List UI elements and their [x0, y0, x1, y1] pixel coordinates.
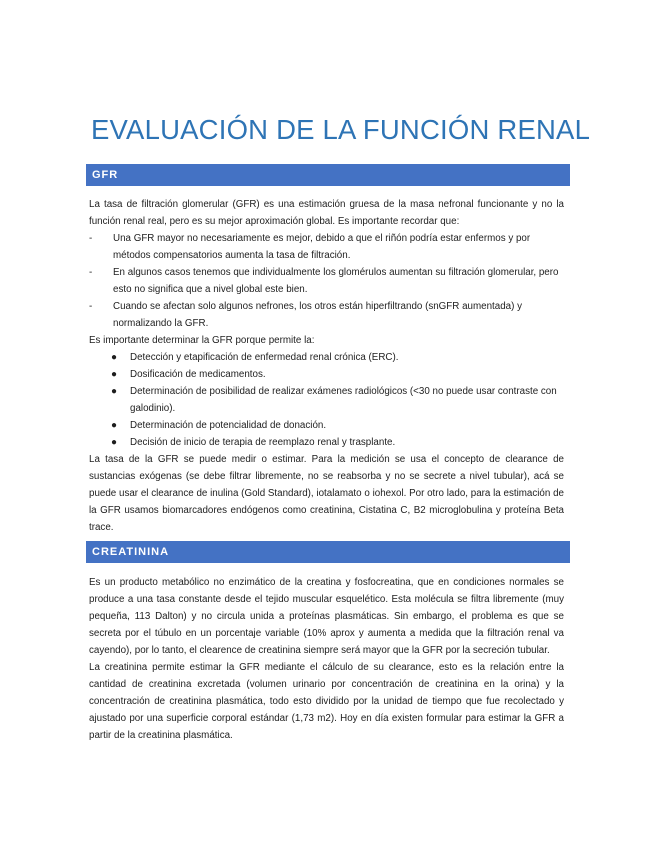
bullet-item-text: Decisión de inicio de terapia de reemplazo renal y trasplante. — [130, 437, 396, 448]
creatinina-section-body — [89, 574, 564, 744]
bullet-item-text: Dosificación de medicamentos. — [130, 369, 266, 380]
gfr-section-body — [89, 196, 564, 536]
bullet-item-text: Detección y etapificación de enfermedad renal crónica (ERC). — [130, 352, 399, 363]
bullet-list-item — [89, 417, 564, 434]
gfr-measure-paragraph: La tasa de la GFR se puede medir o estimar. Para la medición se usa el concepto de clearance de sustancias exógenas (se debe filtrar libremente, no se reabsorba y no se secrete a nivel tubular), acá se puede usar el clearance de inulina (Gold Standard), iotalamato o iohexol. Por otro lado, para la estimación de la GFR usamos biomarcadores endógenos como creatinina, Cistatina C, B2 microglobulina y proteína Beta trace. — [89, 454, 564, 533]
bullet-icon: ● — [111, 437, 118, 448]
dash-marker: - — [89, 267, 93, 278]
bullet-item-text: Determinación de potencialidad de donación. — [130, 420, 327, 431]
dash-item-text: En algunos casos tenemos que individualmente los glomérulos aumentan su filtración glomerular, pero esto no significa que a nivel global este bien. — [113, 267, 559, 295]
bullet-list-item — [89, 434, 564, 451]
dash-marker: - — [89, 233, 93, 244]
creatinina-paragraph-1: Es un producto metabólico no enzimático de la creatina y fosfocreatina, que en condiciones normales se produce a una tasa constante desde el tejido muscular esquelético. Esta molécula se filtra libremente (muy pequeña, 113 Dalton) y no circula unida a proteínas plasmáticas. Sin embargo, el problema es que se secreta por el túbulo en un porcentaje variable (10% aprox y aumenta a medida que la filtración renal va cayendo), por lo tanto, el clearence de creatinina siempre será mayor que la GFR por la secreción tubular. — [89, 577, 564, 656]
bullet-list-item — [89, 349, 564, 366]
section-heading-gfr: GFR — [86, 164, 570, 186]
gfr-bullet-list — [89, 349, 564, 451]
bullet-icon: ● — [111, 386, 118, 397]
dash-marker: - — [89, 301, 93, 312]
bullet-list-item — [89, 366, 564, 383]
gfr-dash-list — [89, 230, 564, 332]
dash-item-text: Una GFR mayor no necesariamente es mejor, debido a que el riñón podría estar enfermos y por métodos compensatorios aumenta la tasa de filtración. — [113, 233, 531, 261]
dash-list-item — [89, 298, 564, 332]
section-heading-creatinina: CREATININA — [86, 541, 570, 563]
bullet-icon: ● — [111, 352, 118, 363]
bullet-list-item — [89, 383, 564, 417]
dash-list-item — [89, 230, 564, 264]
bullet-icon: ● — [111, 420, 118, 431]
dash-list-item — [89, 264, 564, 298]
bullet-icon: ● — [111, 369, 118, 380]
dash-item-text: Cuando se afectan solo algunos nefrones, los otros están hiperfiltrando (snGFR aumentada) y normalizando la GFR. — [113, 301, 522, 329]
gfr-determine-intro: Es importante determinar la GFR porque permite la: — [89, 335, 315, 346]
gfr-intro-paragraph: La tasa de filtración glomerular (GFR) es una estimación gruesa de la masa nefronal funcionante y no la función renal real, pero es su mejor aproximación global. Es importante recordar que: — [89, 199, 564, 227]
bullet-item-text: Determinación de posibilidad de realizar exámenes radiológicos (<30 no puede usar contraste con galodinio). — [130, 386, 557, 414]
document-title: EVALUACIÓN DE LA FUNCIÓN RENAL — [91, 114, 591, 145]
creatinina-paragraph-2: La creatinina permite estimar la GFR mediante el cálculo de su clearance, esto es la relación entre la cantidad de creatinina excretada (volumen urinario por concentración de creatinina en la orina) y la concentración de creatinina plasmática, todo esto dividido por la unidad de tiempo que fue recolectado y ajustado por una superficie corporal estándar (1,73 m2). Hoy en día existen formular para estimar la GFR a partir de la creatinina plasmática. — [89, 662, 564, 741]
